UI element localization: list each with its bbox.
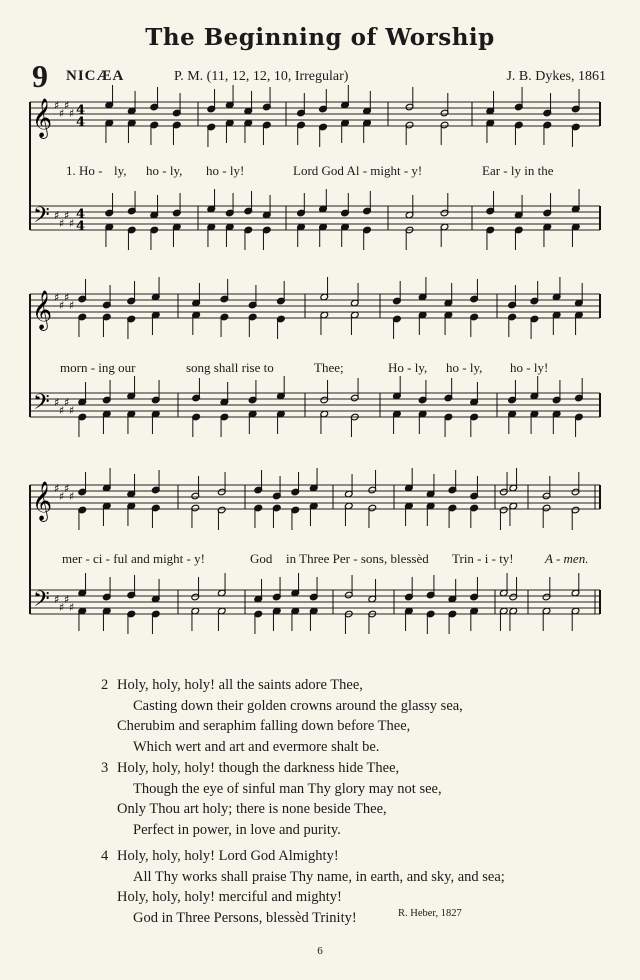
key-sharp: ♯ <box>59 107 65 120</box>
lyric-syllable: song shall rise to <box>186 360 274 375</box>
lyric-syllable: ho - ly, <box>446 360 483 375</box>
time-signature: 4 <box>76 219 86 234</box>
lyric-syllable: Ear - ly in the <box>482 163 554 178</box>
key-sharp: ♯ <box>59 404 65 417</box>
key-sharp: ♯ <box>54 396 60 409</box>
key-sharp: ♯ <box>69 404 75 417</box>
bass-clef: 𝄢 <box>33 587 50 617</box>
key-sharp: ♯ <box>69 107 75 120</box>
hymn-number: 9 <box>32 58 48 94</box>
key-sharp: ♯ <box>54 593 60 606</box>
key-sharp: ♯ <box>69 490 75 503</box>
verse-line: Holy, holy, holy! merciful and mighty! <box>117 889 342 905</box>
text-attribution: R. Heber, 1827 <box>398 908 462 919</box>
key-sharp: ♯ <box>69 217 75 230</box>
key-sharp: ♯ <box>59 490 65 503</box>
lyric-syllable: Thee; <box>314 360 344 375</box>
treble-clef: 𝄞 <box>32 98 53 138</box>
lyric-syllable: morn - ing our <box>60 360 136 375</box>
amen-label: A - men. <box>545 551 589 566</box>
lyric-line-1 <box>0 163 640 183</box>
lyric-syllable: in Three Per - sons, blessèd <box>286 551 429 566</box>
key-sharp: ♯ <box>69 601 75 614</box>
verse-line: Cherubim and seraphim falling down before Thee, <box>117 718 411 734</box>
treble-clef: 𝄞 <box>32 290 53 330</box>
lyric-syllable: mer - ci - ful and might - y! <box>62 551 205 566</box>
verse-line: Perfect in power, in love and purity. <box>133 821 341 838</box>
lyric-syllable: ho - ly! <box>510 360 549 375</box>
key-sharp: ♯ <box>54 291 60 304</box>
verse-line: Holy, holy, holy! all the saints adore Thee, <box>117 677 363 693</box>
lyric-syllable: Trin - i - ty! <box>452 551 514 566</box>
verse-line: Though the eye of sinful man Thy glory may not see, <box>133 780 442 797</box>
composer: J. B. Dykes, 1861 <box>506 69 606 84</box>
meter: P. M. (11, 12, 12, 10, Irregular) <box>174 69 349 84</box>
tune-name: NICÆA <box>66 68 125 84</box>
verse-number: 4 <box>101 848 109 864</box>
key-sharp: ♯ <box>69 299 75 312</box>
verse-number: 3 <box>101 760 109 776</box>
verse-line: Which wert and art and evermore shalt be. <box>133 738 380 755</box>
key-sharp: ♯ <box>64 396 70 409</box>
key-sharp: ♯ <box>59 299 65 312</box>
time-signature: 4 <box>76 207 86 222</box>
key-sharp: ♯ <box>54 482 60 495</box>
lyric-syllable: Lord God Al - might - y! <box>293 163 423 178</box>
time-signature: 4 <box>76 115 86 130</box>
key-sharp: ♯ <box>59 601 65 614</box>
verse-number: 2 <box>101 677 109 693</box>
key-sharp: ♯ <box>64 482 70 495</box>
key-sharp: ♯ <box>54 99 60 112</box>
verse-line: Only Thou art holy; there is none beside Thee, <box>117 801 387 817</box>
lyric-syllable: God <box>250 551 273 566</box>
bass-clef: 𝄢 <box>33 390 50 420</box>
verse-line: God in Three Persons, blessèd Trinity! <box>133 909 357 926</box>
verse-line: Casting down their golden crowns around the glassy sea, <box>133 697 463 714</box>
key-sharp: ♯ <box>64 291 70 304</box>
treble-clef: 𝄞 <box>32 481 53 521</box>
lyric-syllable: Ho - ly, <box>388 360 428 375</box>
key-sharp: ♯ <box>64 99 70 112</box>
lyric-syllable: 1. Ho - <box>66 163 103 178</box>
key-sharp: ♯ <box>64 593 70 606</box>
key-sharp: ♯ <box>59 217 65 230</box>
bass-clef: 𝄢 <box>33 203 50 233</box>
lyric-line-3 <box>0 551 640 571</box>
verse-line: Holy, holy, holy! though the darkness hide Thee, <box>117 760 400 776</box>
verse-line: Holy, holy, holy! Lord God Almighty! <box>117 848 339 864</box>
verse-line: All Thy works shall praise Thy name, in earth, and sky, and sea; <box>133 868 505 885</box>
time-signature: 4 <box>76 103 86 118</box>
lyric-line-2 <box>0 360 640 380</box>
key-sharp: ♯ <box>64 209 70 222</box>
page-title: The Beginning of Worship <box>145 24 495 51</box>
lyric-syllable: ho - ly, <box>146 163 183 178</box>
lyric-syllable: ly, <box>114 163 127 178</box>
key-sharp: ♯ <box>54 209 60 222</box>
page-number: 6 <box>317 945 323 957</box>
lyric-syllable: ho - ly! <box>206 163 245 178</box>
